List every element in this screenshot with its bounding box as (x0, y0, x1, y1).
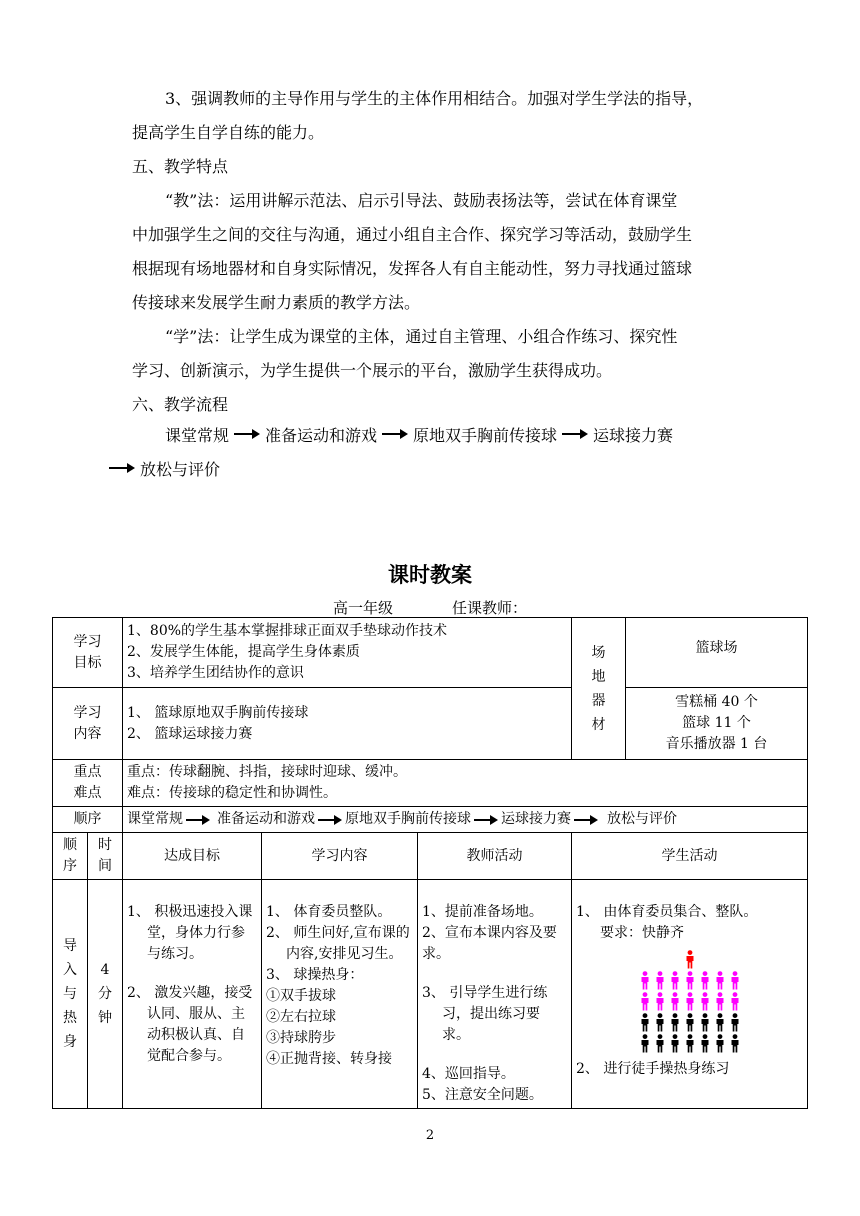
girl-person-icon (729, 971, 741, 990)
key-point: 重点：传球翻腕、抖指，接球时迎球、缓冲。 (127, 764, 407, 780)
boy-person-icon (684, 1013, 696, 1032)
boy-person-icon (654, 1013, 666, 1032)
flow-step: 课堂常规 (127, 811, 183, 827)
row-time: 4 分 钟 (88, 880, 123, 1109)
girl-person-icon (699, 992, 711, 1011)
header-target: 达成目标 (123, 833, 262, 880)
arrow-right-icon (574, 815, 598, 825)
boy-person-icon (699, 1013, 711, 1032)
goal-item: 2、发展学生体能，提高学生身体素质 (127, 644, 360, 660)
flow-step: 运球接力赛 (593, 425, 674, 445)
boy-person-icon (714, 1034, 726, 1053)
goal-item: 1、80%的学生基本掌握排球正面双手垫球动作技术 (127, 623, 448, 639)
paragraph-line: 3、强调教师的主导作用与学生的主体作用相结合。加强对学生学法的指导， (165, 89, 704, 108)
content-item: ③持球胯步 (266, 1030, 336, 1046)
girl-person-icon (654, 992, 666, 1011)
content-item: 1、 体育委员整队。 (266, 904, 392, 920)
girl-person-icon (699, 971, 711, 990)
student-item: 2、 进行徒手操热身练习 (576, 1061, 730, 1077)
header-time: 时 间 (88, 833, 123, 880)
header-student: 学生活动 (572, 833, 808, 880)
formation-diagram (576, 950, 803, 1055)
student-requirement: 要求：快静齐 (600, 925, 685, 941)
section-heading-6: 六、教学流程 (132, 395, 229, 414)
paragraph-line: 根据现有场地器材和自身实际情况，发挥各人有自主能动性，努力寻找通过篮球 (132, 259, 693, 278)
arrow-right-icon (382, 429, 408, 439)
row-teacher (418, 880, 572, 1109)
content-item: ①双手拔球 (266, 988, 336, 1004)
content-item: ②左右拉球 (266, 1009, 336, 1025)
boy-person-icon (669, 1013, 681, 1032)
boy-person-icon (639, 1034, 651, 1053)
paragraph-line: 中加强学生之间的交往与沟通，通过小组自主合作、探究学习等活动，鼓励学生 (132, 225, 693, 244)
boy-person-icon (639, 1013, 651, 1032)
teacher-item: 5、注意安全问题。 (422, 1087, 543, 1103)
paragraph-line: “教”法：运用讲解示范法、启示引导法、鼓励表扬法等，尝试在体育课堂 (165, 191, 678, 210)
goals-cell (123, 618, 572, 688)
boy-person-icon (654, 1034, 666, 1053)
teacher-item: 3、 引导学生进行练习，提出练习要求。 (422, 985, 548, 1043)
content-item: 3、 球操热身： (266, 967, 364, 983)
arrow-right-icon (318, 815, 342, 825)
row-content (262, 880, 418, 1109)
flow-step: 准备运动和游戏 (217, 811, 315, 827)
leader-person-icon (684, 950, 696, 969)
order-flow-cell (123, 807, 808, 833)
teacher-item: 4、巡回指导。 (422, 1066, 515, 1082)
flow-step: 课堂常规 (165, 425, 230, 445)
page-number: 2 (425, 1128, 435, 1143)
equipment-item: 篮球 11 个 (682, 715, 751, 731)
student-item: 1、 由体育委员集合、整队。 (576, 904, 758, 920)
boy-person-icon (669, 1034, 681, 1053)
girl-person-icon (684, 971, 696, 990)
arrow-right-icon (562, 429, 588, 439)
girl-person-icon (714, 971, 726, 990)
flow-step: 原地双手胸前传接球 (413, 425, 558, 445)
boy-person-icon (714, 1013, 726, 1032)
contents-cell (123, 688, 572, 760)
content-item: 2、 篮球运球接力赛 (127, 725, 253, 742)
boy-person-icon (699, 1034, 711, 1053)
goal-label: 学习 目标 (53, 618, 123, 688)
arrow-right-icon (186, 815, 210, 825)
header-content: 学习内容 (262, 833, 418, 880)
equipment-cell (626, 688, 808, 760)
row-seq: 导 入 与 热 身 (53, 880, 88, 1109)
content-label: 学习 内容 (53, 688, 123, 760)
lesson-title: 课时教案 (388, 563, 472, 587)
row-target (123, 880, 262, 1109)
venue-equipment-label: 场 地 器 材 (572, 618, 626, 760)
content-item: 1、 篮球原地双手胸前传接球 (127, 704, 309, 721)
target-item: 1、 积极迅速投入课堂，身体力行参与练习。 (127, 904, 253, 962)
girl-person-icon (684, 992, 696, 1011)
paragraph-line: 学习、创新演示，为学生提供一个展示的平台，激励学生获得成功。 (132, 361, 613, 380)
section-heading-5: 五、教学特点 (132, 157, 229, 176)
boy-person-icon (729, 1034, 741, 1053)
difficulty: 难点：传接球的稳定性和协调性。 (127, 785, 337, 801)
girl-person-icon (669, 971, 681, 990)
girl-person-icon (639, 971, 651, 990)
flow-step: 准备运动和游戏 (265, 425, 378, 445)
boy-person-icon (729, 1013, 741, 1032)
arrow-right-icon (234, 429, 260, 439)
grade-label: 高一年级 (333, 599, 394, 617)
target-item: 2、 激发兴趣，接受认同、服从、主动积极认真、自觉配合参与。 (127, 985, 253, 1064)
header-seq: 顺 序 (53, 833, 88, 880)
lesson-plan-table (52, 617, 808, 1109)
teaching-flow-cont (104, 457, 220, 479)
venue-cell: 篮球场 (626, 618, 808, 688)
paragraph-line: “学”法：让学生成为课堂的主体，通过自主管理、小组合作练习、探究性 (165, 327, 678, 346)
paragraph-line: 传接球来发展学生耐力素质的教学方法。 (132, 293, 421, 312)
paragraph-line: 提高学生自学自练的能力。 (132, 123, 325, 142)
content-item: 2、 师生问好,宣布课的内容,安排见习生。 (266, 925, 410, 962)
flow-step: 放松与评价 (140, 459, 221, 479)
row-student (572, 880, 808, 1109)
girl-person-icon (654, 971, 666, 990)
arrow-right-icon (109, 463, 135, 473)
order-label: 顺序 (53, 807, 123, 833)
header-teacher: 教师活动 (418, 833, 572, 880)
boy-person-icon (684, 1034, 696, 1053)
key-difficulty-label: 重点 难点 (53, 760, 123, 807)
content-item: ④正抛背接、转身接 (266, 1051, 392, 1067)
equipment-item: 雪糕桶 40 个 (675, 694, 758, 710)
equipment-item: 音乐播放器 1 台 (665, 736, 768, 752)
flow-step: 原地双手胸前传接球 (345, 811, 471, 827)
teaching-flow (165, 423, 673, 445)
flow-step: 运球接力赛 (501, 811, 571, 827)
flow-step: 放松与评价 (607, 811, 677, 827)
teacher-item: 2、宣布本课内容及要求。 (422, 925, 557, 962)
teacher-item: 1、提前准备场地。 (422, 904, 543, 920)
teacher-label: 任课教师： (452, 599, 528, 617)
goal-item: 3、培养学生团结协作的意识 (127, 665, 304, 681)
girl-person-icon (669, 992, 681, 1011)
arrow-right-icon (474, 815, 498, 825)
girl-person-icon (714, 992, 726, 1011)
key-difficulty-cell (123, 760, 808, 807)
girl-person-icon (639, 992, 651, 1011)
girl-person-icon (729, 992, 741, 1011)
